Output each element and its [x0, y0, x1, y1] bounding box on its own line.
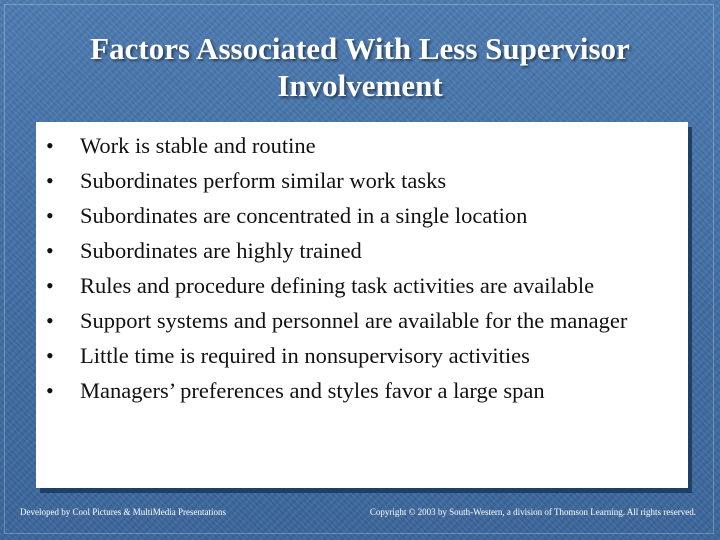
footer-credit: Developed by Cool Pictures & MultiMedia Presentations [20, 507, 226, 517]
content-box [36, 122, 688, 488]
slide-title-line-2: Involvement [277, 68, 443, 104]
bullet-item [44, 233, 680, 268]
slide-title [0, 30, 720, 104]
bullet-dot-icon: • [46, 238, 54, 263]
slide-title-line-1: Factors Associated With Less Supervisor [90, 31, 630, 66]
bullet-item [44, 373, 680, 408]
bullet-dot-icon: • [46, 168, 54, 193]
bullet-dot-icon: • [46, 133, 54, 158]
bullet-list [44, 128, 680, 408]
bullet-dot-icon: • [46, 343, 54, 368]
bullet-item [44, 163, 680, 198]
bullet-text: Subordinates perform similar work tasks [80, 168, 447, 193]
bullet-text: Support systems and personnel are available for the manager [80, 308, 628, 333]
bullet-dot-icon: • [46, 203, 54, 228]
bullet-item [44, 268, 680, 303]
bullet-item [44, 128, 680, 163]
bullet-text: Managers’ preferences and styles favor a large span [80, 378, 545, 403]
bullet-text: Subordinates are concentrated in a single location [80, 203, 528, 228]
bullet-dot-icon: • [46, 273, 54, 298]
bullet-text: Work is stable and routine [80, 133, 316, 158]
bullet-item [44, 198, 680, 233]
bullet-text: Rules and procedure defining task activities are available [80, 273, 595, 298]
bullet-text: Subordinates are highly trained [80, 238, 362, 263]
bullet-item [44, 303, 680, 338]
bullet-text: Little time is required in nonsupervisory activities [80, 343, 530, 368]
bullet-item [44, 338, 680, 373]
bullet-dot-icon: • [46, 378, 54, 403]
bullet-dot-icon: • [46, 308, 54, 333]
footer-copyright: Copyright © 2003 by South-Western, a division of Thomson Learning. All rights reserved. [369, 507, 696, 517]
